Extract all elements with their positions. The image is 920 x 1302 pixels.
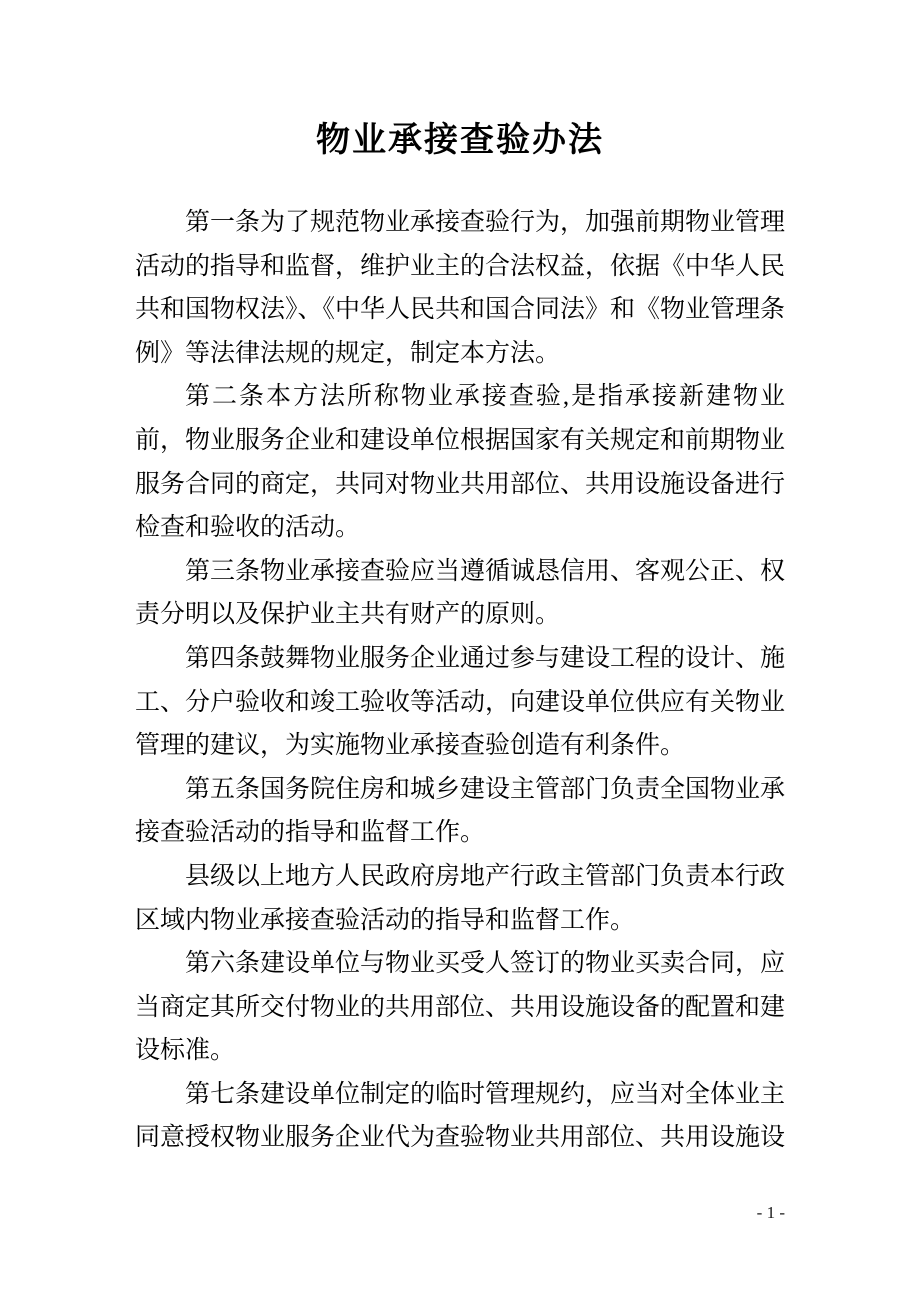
paragraph: 第四条鼓舞物业服务企业通过参与建设工程的设计、施工、分户验收和竣工验收等活动，向建设单位供应有关物业管理的建议，为实施物业承接查验创造有利条件。 bbox=[135, 644, 786, 760]
paragraph: 第一条为了规范物业承接查验行为，加强前期物业管理活动的指导和监督，维护业主的合法权益，依据《中华人民共和国物权法》、《中华人民共和国合同法》和《物业管理条例》等法律法规的规定，制定本方法。 bbox=[135, 209, 786, 367]
page-number: - 1 - bbox=[756, 1203, 785, 1222]
paragraph: 县级以上地方人民政府房地产行政主管部门负责本行政区域内物业承接查验活动的指导和监督工作。 bbox=[135, 862, 786, 934]
document-title: 物业承接查验办法 bbox=[316, 121, 604, 159]
paragraph: 第二条本方法所称物业承接查验,是指承接新建物业前，物业服务企业和建设单位根据国家有关规定和前期物业服务合同的商定，共同对物业共用部位、共用设施设备进行检查和验收的活动。 bbox=[135, 383, 786, 542]
paragraph: 第五条国务院住房和城乡建设主管部门负责全国物业承接查验活动的指导和监督工作。 bbox=[135, 775, 786, 847]
paragraph: 第六条建设单位与物业买受人签订的物业买卖合同，应当商定其所交付物业的共用部位、共用设施设备的配置和建设标准。 bbox=[135, 950, 786, 1065]
page-footer bbox=[135, 1202, 785, 1224]
document-body bbox=[135, 201, 785, 1160]
paragraph: 第七条建设单位制定的临时管理规约，应当对全体业主同意授权物业服务企业代为查验物业共用部位、共用设施设 bbox=[135, 1080, 786, 1152]
paragraph: 第三条物业承接查验应当遵循诚恳信用、客观公正、权责分明以及保护业主共有财产的原则。 bbox=[135, 557, 786, 629]
